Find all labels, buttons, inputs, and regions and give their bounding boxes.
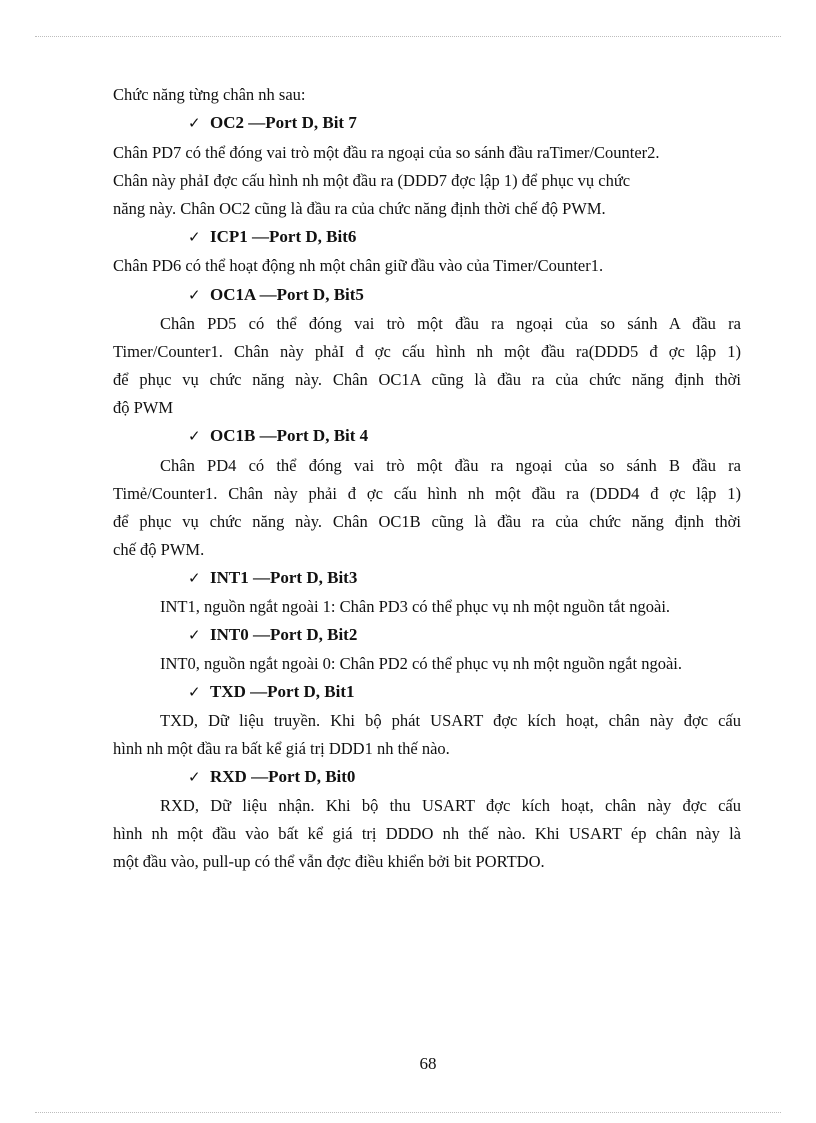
checkmark-icon: ✓ (188, 685, 201, 701)
heading-text: TXD —Port D, Bit1 (210, 682, 355, 701)
section-heading-txd (188, 681, 354, 704)
checkmark-icon: ✓ (188, 770, 201, 786)
checkmark-icon: ✓ (188, 429, 201, 445)
intro-text: Chức năng từng chân nh sau: (113, 85, 306, 104)
checkmark-icon: ✓ (188, 571, 201, 587)
paragraph-line: Chân PD5 có thể đóng vai trò một đầu ra ngoại của so sánh A đầu ra (160, 314, 741, 333)
intro-line (113, 84, 741, 106)
page-number: 68 (419, 1054, 437, 1073)
paragraph-line: Timẻ/Counter1. Chân này phải đ ợc cấu hình nh một đầu ra (DDD4 đ ợc lập 1) (113, 484, 741, 503)
section-heading-oc2 (188, 112, 357, 135)
section-heading-int0 (188, 624, 357, 647)
paragraph-line: INT1, nguồn ngắt ngoài 1: Chân PD3 có thể phục vụ nh một nguồn tắt ngoài. (160, 597, 671, 616)
section-heading-rxd (188, 766, 355, 789)
heading-text: OC1A —Port D, Bit5 (210, 285, 364, 304)
paragraph-line: độ PWM (113, 398, 174, 417)
paragraph-line: chế độ PWM. (113, 540, 205, 559)
checkmark-icon: ✓ (188, 628, 201, 644)
paragraph-line: năng này. Chân OC2 cũng là đầu ra của chức năng định thời chế độ PWM. (113, 199, 606, 218)
page-border-top (35, 36, 781, 37)
paragraph-line: Chân PD6 có thể hoạt động nh một chân giữ đầu vào của Timer/Counter1. (113, 256, 604, 275)
paragraph-line: hình nh một đầu ra bất kể giá trị DDD1 nh thế nào. (113, 739, 450, 758)
section-heading-oc1a (188, 284, 364, 307)
checkmark-icon: ✓ (188, 230, 201, 246)
checkmark-icon: ✓ (188, 116, 201, 132)
section-heading-int1 (188, 567, 357, 590)
paragraph-line: để phục vụ chức năng này. Chân OC1B cũng là đầu ra của chức năng định thời (113, 512, 741, 531)
paragraph-line: INT0, nguồn ngắt ngoài 0: Chân PD2 có thể phục vụ nh một nguồn ngắt ngoài. (160, 654, 682, 673)
heading-text: OC1B —Port D, Bit 4 (210, 426, 369, 445)
paragraph-line: Chân PD4 có thể đóng vai trò một đầu ra ngoại của so sánh B đầu ra (160, 456, 741, 475)
heading-text: ICP1 —Port D, Bit6 (210, 227, 357, 246)
checkmark-icon: ✓ (188, 288, 201, 304)
paragraph-line: Chân này phảI đợc cấu hình nh một đầu ra (DDD7 đợc lập 1) để phục vụ chức (113, 171, 631, 190)
paragraph-line: TXD, Dữ liệu truyền. Khi bộ phát USART đợc kích hoạt, chân này đợc cấu (160, 711, 741, 730)
heading-text: INT0 —Port D, Bit2 (210, 625, 358, 644)
heading-text: OC2 —Port D, Bit 7 (210, 113, 357, 132)
page-border-bottom (35, 1112, 781, 1113)
paragraph-line: RXD, Dữ liệu nhận. Khi bộ thu USART đợc kích hoạt, chân này đợc cấu (160, 796, 741, 815)
paragraph-line: Timer/Counter1. Chân này phảI đ ợc cấu hình nh một đầu ra(DDD5 đ ợc lập 1) (113, 342, 741, 361)
paragraph-line: hình nh một đầu vào bất kể giá trị DDDO nh thế nào. Khi USART ép chân này là (113, 824, 741, 843)
paragraph-line: một đầu vào, pull-up có thể vẫn đợc điều khiển bởi bit PORTDO. (113, 852, 545, 871)
heading-text: RXD —Port D, Bit0 (210, 767, 356, 786)
heading-text: INT1 —Port D, Bit3 (210, 568, 358, 587)
section-heading-oc1b (188, 425, 368, 448)
section-heading-icp1 (188, 226, 356, 249)
paragraph-line: Chân PD7 có thể đóng vai trò một đầu ra ngoại của so sánh đầu raTimer/Counter2. (113, 143, 660, 162)
paragraph-line: để phục vụ chức năng này. Chân OC1A cũng là đầu ra của chức năng định thời (113, 370, 741, 389)
